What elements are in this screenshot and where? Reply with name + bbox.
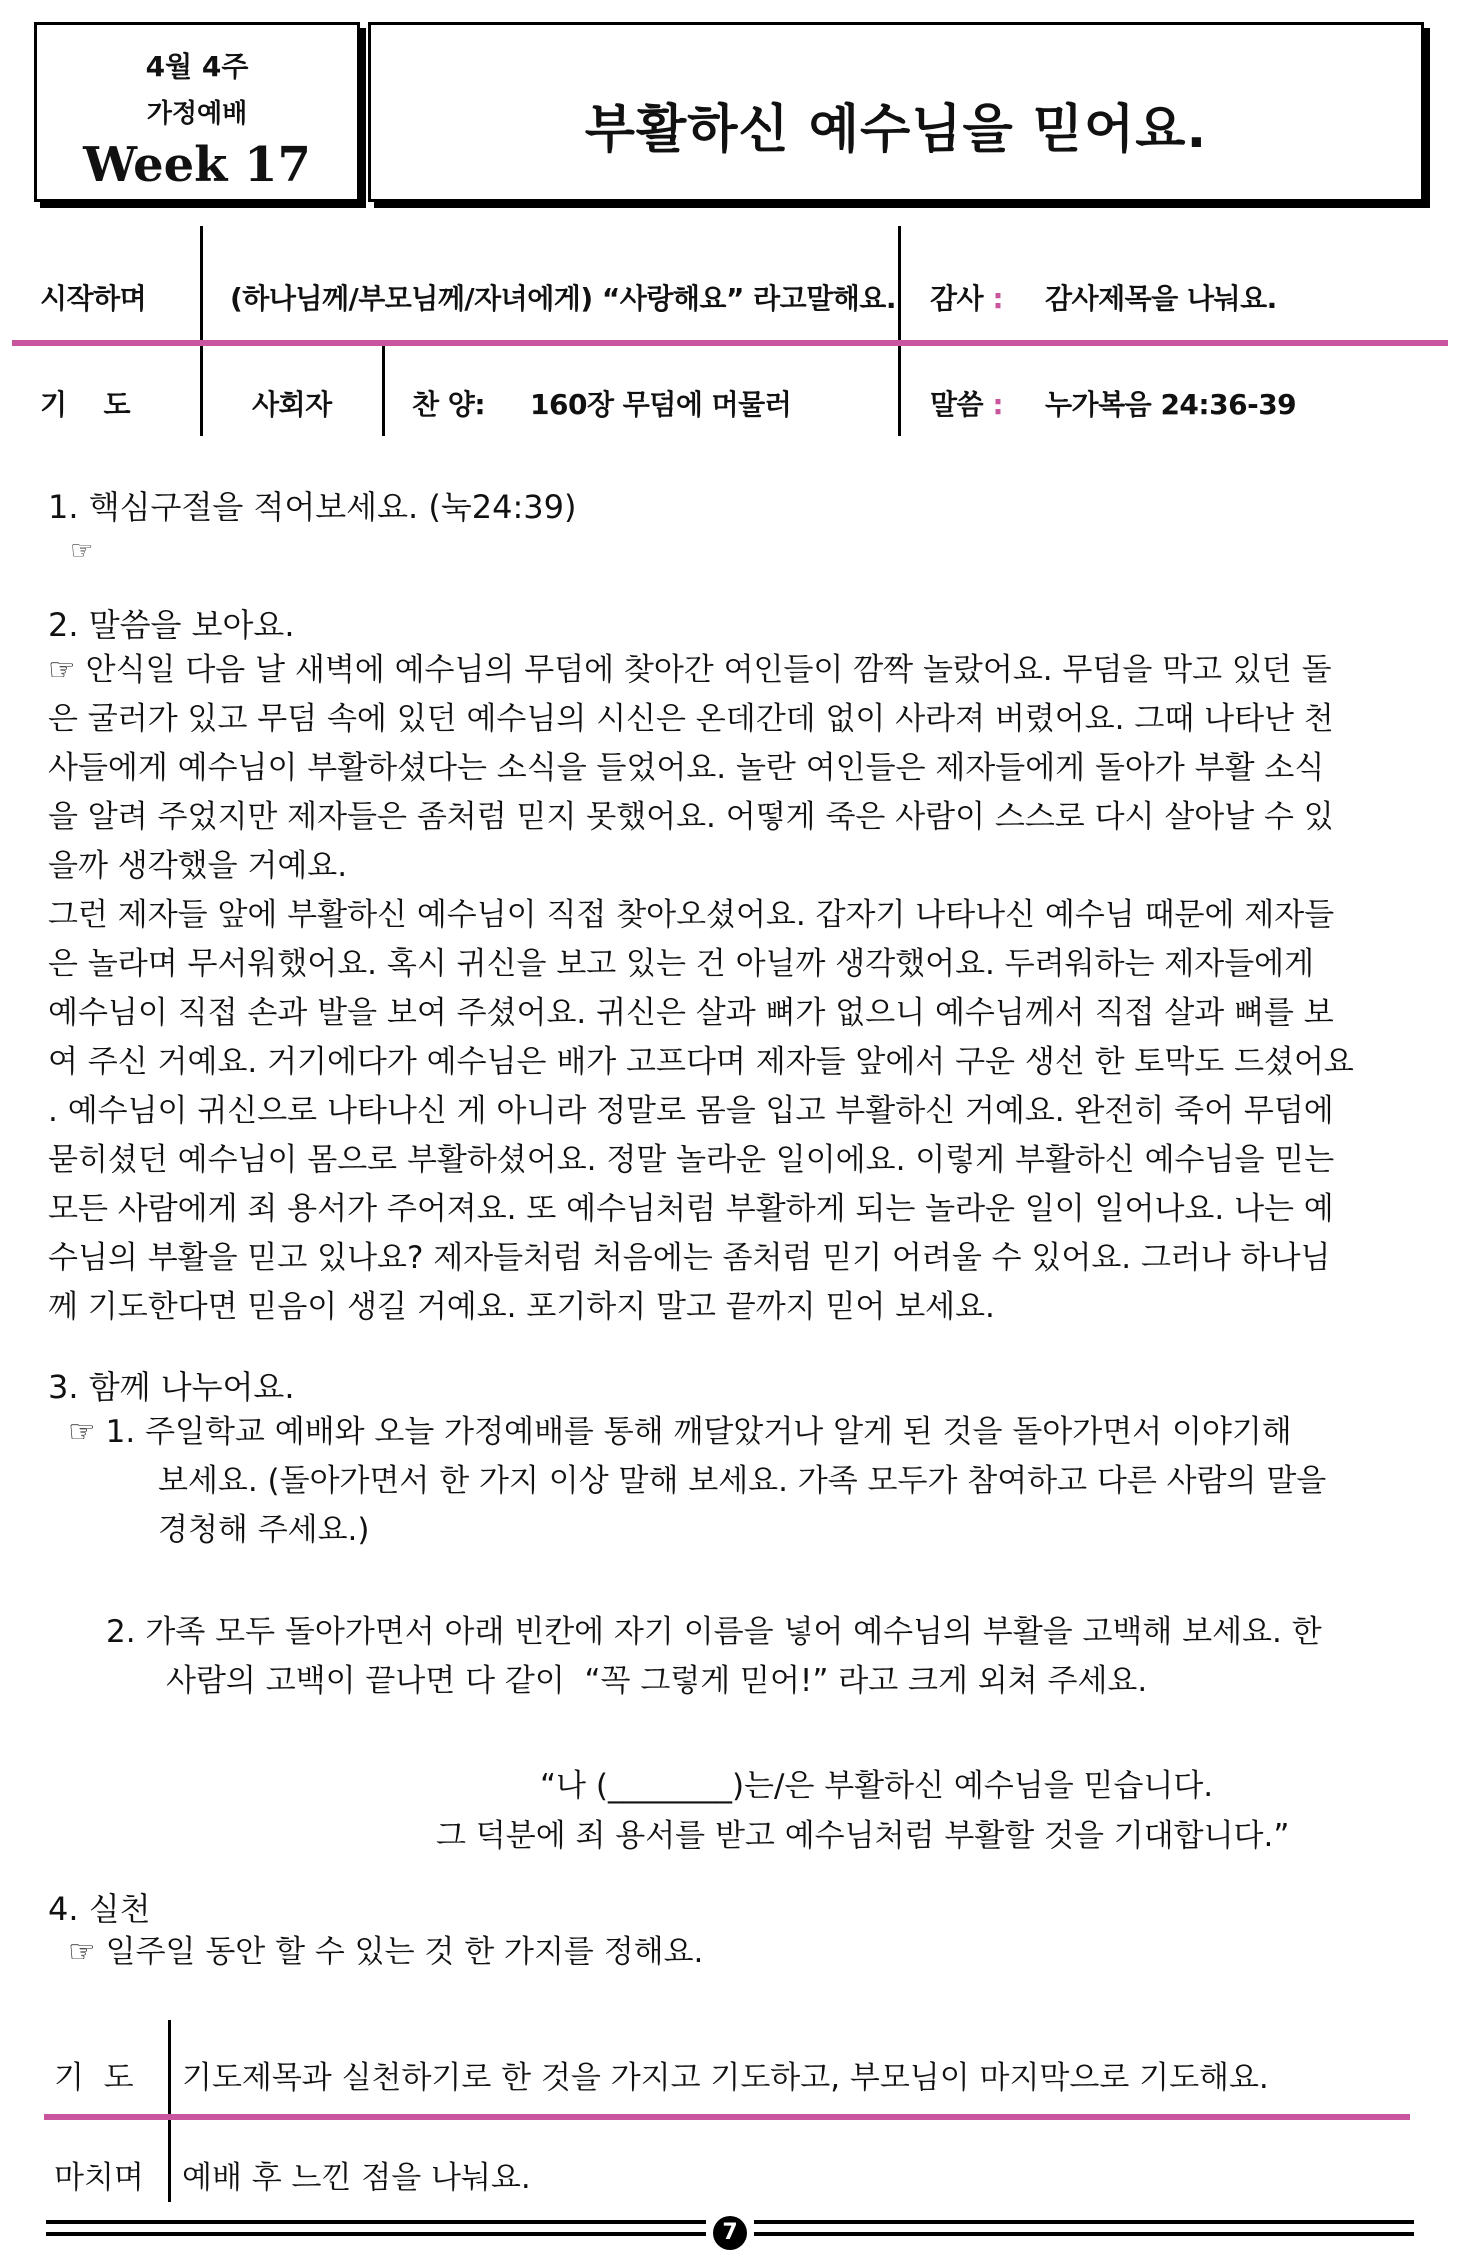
closing-prayer-label: 기 도 <box>54 2060 134 2096</box>
colon: : <box>992 388 1004 421</box>
colon: : <box>992 282 1004 315</box>
pointing-hand-icon: ☞ <box>70 536 94 566</box>
body-line: 수님의 부활을 믿고 있나요? 제자들처럼 처음에는 좀처럼 믿기 어려울 수 있어요. 그러나 하나님 <box>48 1240 1331 1276</box>
footer-line <box>46 2220 706 2224</box>
question-1-line: 보세요. (돌아가면서 한 가지 이상 말해 보세요. 가족 모두가 참여하고 다른 사람의 말을 <box>158 1463 1327 1499</box>
question-1-line: ☞ 1. 주일학교 예배와 오늘 가정예배를 통해 깨달았거나 알게 된 것을 돌아가면서 이야기해 <box>68 1414 1292 1450</box>
pink-divider <box>12 340 1448 346</box>
divider <box>168 2120 171 2202</box>
service-label: 가정예배 <box>146 99 248 129</box>
body-line: 께 기도한다면 믿음이 생길 거예요. 포기하지 말고 끝까지 믿어 보세요. <box>48 1289 995 1325</box>
week-label: Week 17 <box>83 137 311 193</box>
hymn-text: 160장 무덤에 머물러 <box>530 388 792 421</box>
divider <box>898 346 901 436</box>
body-line: 모든 사람에게 죄 용서가 주어져요. 또 예수님처럼 부활하게 되는 놀라운 일이 일어나요. 나는 예 <box>48 1191 1334 1227</box>
hymn-label: 찬 양: <box>412 388 486 421</box>
section-4-title: 4. 실천 <box>48 1890 151 1928</box>
body-line: 여 주신 거예요. 거기에다가 예수님은 배가 고프다며 제자들 앞에서 구운 생선 한 토막도 드셨어요 <box>48 1044 1354 1080</box>
body-line: . 예수님이 귀신으로 나타나신 게 아니라 정말로 몸을 입고 부활하신 거예요. 완전히 죽어 무덤에 <box>48 1093 1334 1129</box>
body-line: 묻히셨던 예수님이 몸으로 부활하셨어요. 정말 놀라운 일이에요. 이렇게 부활하신 예수님을 믿는 <box>48 1142 1335 1178</box>
week-box <box>34 22 360 202</box>
word-label <box>930 383 1003 423</box>
page-title: 부활하신 예수님을 믿어요. <box>584 100 1208 160</box>
body-line: 사들에게 예수님이 부활하셨다는 소식을 들었어요. 놀란 여인들은 제자들에게 돌아가 부활 소식 <box>48 750 1325 786</box>
divider <box>200 346 203 436</box>
thanks-label <box>930 277 1003 317</box>
start-text: (하나님께/부모님께/자녀에게) “사랑해요” 라고말해요. <box>230 282 896 315</box>
page-number: 7 <box>713 2216 747 2250</box>
confession-line: 그 덕분에 죄 용서를 받고 예수님처럼 부활할 것을 기대합니다.” <box>436 1818 1290 1854</box>
closing-end-label: 마치며 <box>54 2160 144 2196</box>
question-2-line: 2. 가족 모두 돌아가면서 아래 빈칸에 자기 이름을 넣어 예수님의 부활을 고백해 보세요. 한 <box>106 1614 1322 1650</box>
question-1-line: 경청해 주세요.) <box>158 1512 370 1548</box>
practice-line: ☞ 일주일 동안 할 수 있는 것 한 가지를 정해요. <box>68 1934 704 1970</box>
body-line: ☞ 안식일 다음 날 새벽에 예수님의 무덤에 찾아간 여인들이 깜짝 놀랐어요. 무덤을 막고 있던 돌 <box>48 652 1332 688</box>
divider <box>382 346 385 436</box>
title-box <box>368 22 1424 202</box>
body-line: 그런 제자들 앞에 부활하신 예수님이 직접 찾아오셨어요. 갑자기 나타나신 예수님 때문에 제자들 <box>48 897 1335 933</box>
thanks-label-text: 감사 <box>930 282 984 315</box>
confession-line: “나 (________)는/은 부활하신 예수님을 믿습니다. <box>540 1768 1214 1804</box>
divider <box>168 2020 171 2114</box>
word-text: 누가복음 24:36-39 <box>1045 388 1297 421</box>
closing-end-text: 예배 후 느낀 점을 나눠요. <box>182 2160 531 2196</box>
question-2-line: 사람의 고백이 끝나면 다 같이 “꼭 그렇게 믿어!” 라고 크게 외쳐 주세요. <box>166 1663 1148 1699</box>
leader-label: 사회자 <box>252 388 332 421</box>
prayer-label: 기 도 <box>40 388 131 421</box>
thanks-text: 감사제목을 나눠요. <box>1045 282 1277 315</box>
body-line: 을 알려 주었지만 제자들은 좀처럼 믿지 못했어요. 어떻게 죽은 사람이 스스로 다시 살아날 수 있 <box>48 799 1334 835</box>
section-2-title: 2. 말씀을 보아요. <box>48 606 295 644</box>
section-3-title: 3. 함께 나누어요. <box>48 1368 295 1406</box>
section-1-title: 1. 핵심구절을 적어보세요. (눅24:39) <box>48 488 577 526</box>
divider <box>898 226 901 340</box>
closing-prayer-text: 기도제목과 실천하기로 한 것을 가지고 기도하고, 부모님이 마지막으로 기도해요. <box>182 2060 1269 2096</box>
footer-line <box>46 2232 706 2236</box>
pink-divider <box>44 2114 1410 2120</box>
body-line: 은 놀라며 무서워했어요. 혹시 귀신을 보고 있는 건 아닐까 생각했어요. 두려워하는 제자들에게 <box>48 946 1315 982</box>
footer-line <box>754 2232 1414 2236</box>
divider <box>200 226 203 340</box>
footer-line <box>754 2220 1414 2224</box>
start-label: 시작하며 <box>40 282 147 315</box>
body-line: 예수님이 직접 손과 발을 보여 주셨어요. 귀신은 살과 뼈가 없으니 예수님께서 직접 살과 뼈를 보 <box>48 995 1334 1031</box>
body-line: 은 굴러가 있고 무덤 속에 있던 예수님의 시신은 온데간데 없이 사라져 버렸어요. 그때 나타난 천 <box>48 701 1334 737</box>
word-label-text: 말씀 <box>930 388 984 421</box>
week-line: 4월 4주 <box>145 50 249 83</box>
body-line: 을까 생각했을 거예요. <box>48 848 348 884</box>
